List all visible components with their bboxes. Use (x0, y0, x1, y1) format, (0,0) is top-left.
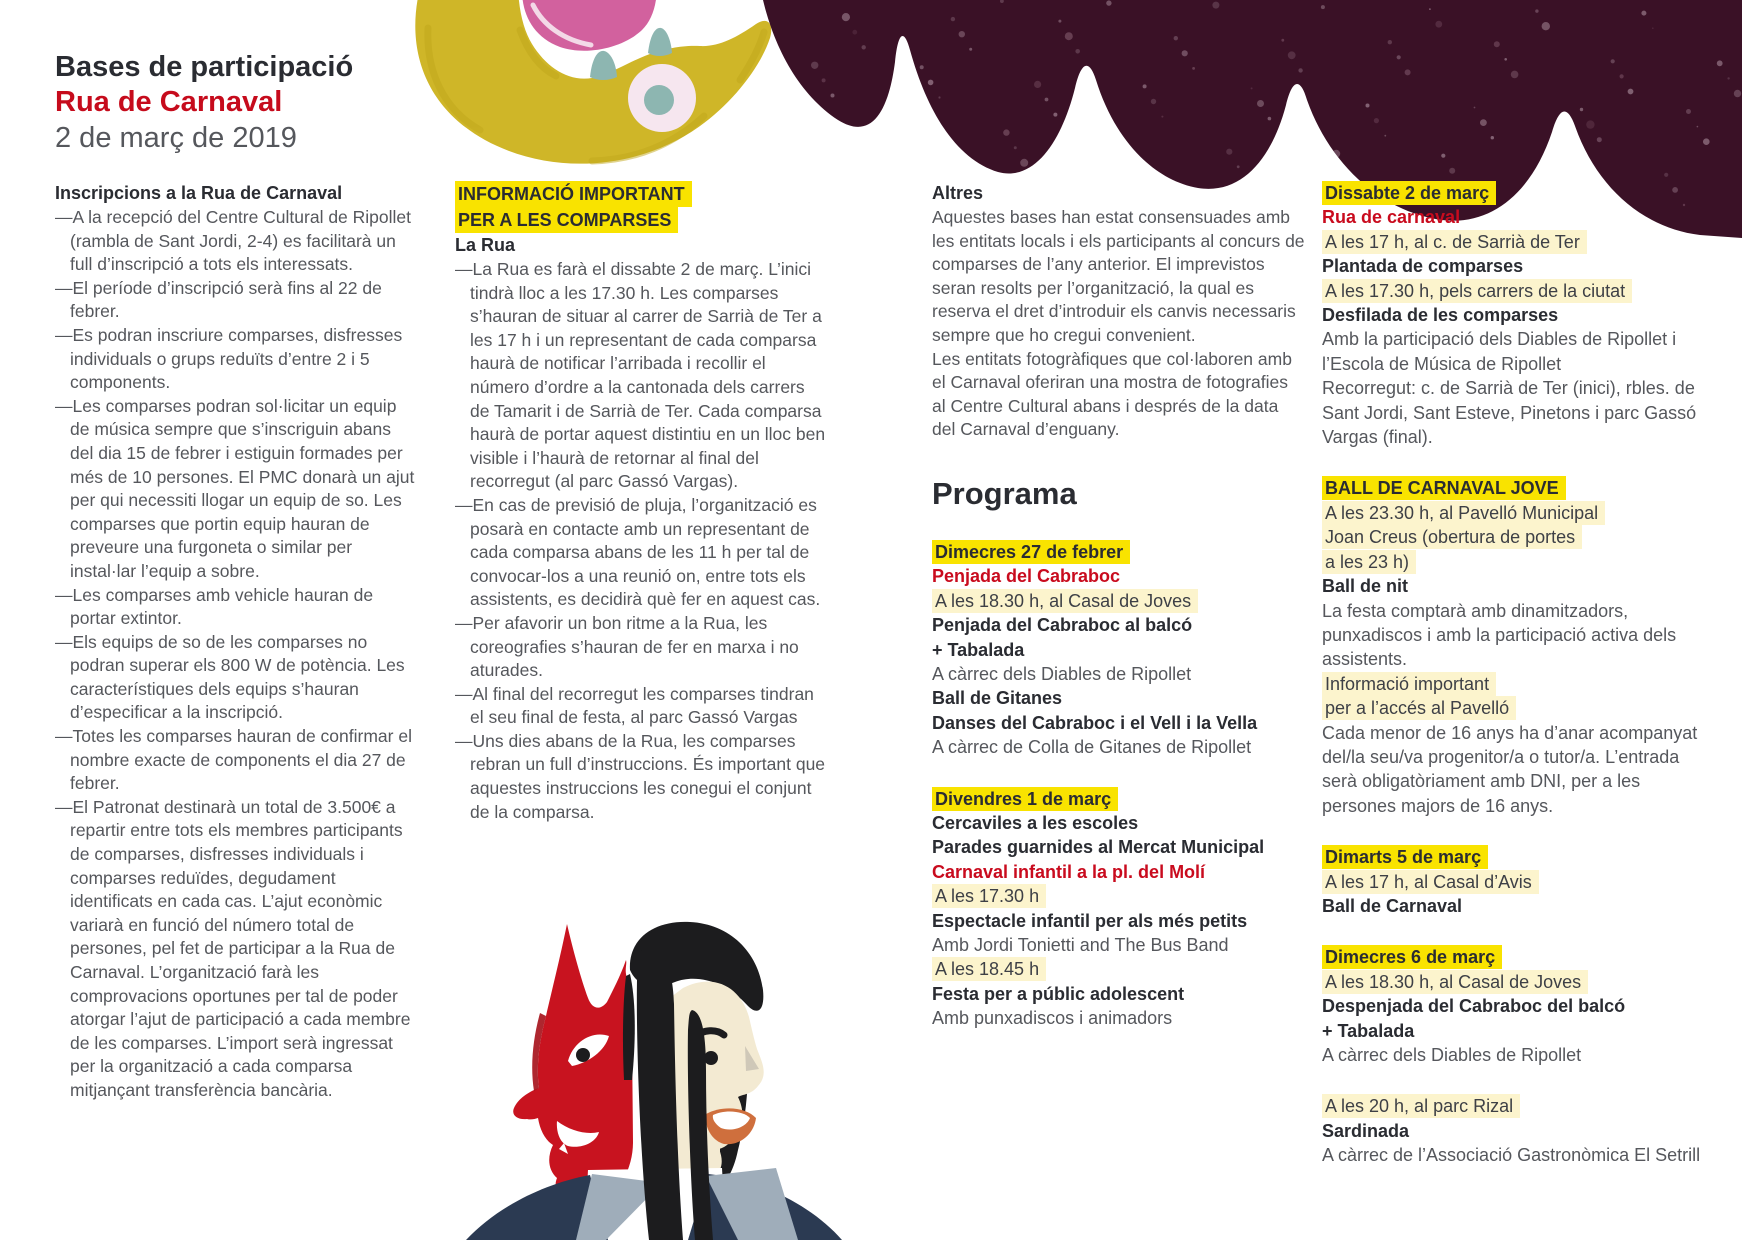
event-line-text: Cercaviles a les escoles (932, 813, 1139, 833)
event-line-text: Ball de Gitanes (932, 688, 1063, 709)
event-line-text: A les 18.30 h, al Casal de Joves (1322, 970, 1588, 994)
event-line (1322, 970, 1716, 994)
event-line (932, 811, 1306, 835)
event-line (1322, 1094, 1716, 1118)
event-line (1322, 279, 1716, 303)
event-line (1322, 845, 1716, 869)
event-line-text: + Tabalada (1322, 1020, 1415, 1041)
event-line-text: Ball de Carnaval (1322, 895, 1463, 916)
event-line-text: Dimarts 5 de març (1322, 845, 1488, 869)
event-line-text: Dissabte 2 de març (1322, 181, 1496, 205)
inscription-rule-item: —A la recepció del Centre Cultural de Ripollet (rambla de Sant Jordi, 2-4) es facilitarà un full d’inscripció a tots els interessats. (55, 207, 412, 275)
event-line (1322, 303, 1716, 327)
programa-events-second (1322, 181, 1716, 1168)
event-line (1322, 721, 1716, 819)
highlight-heading-row (455, 181, 827, 207)
event-line (1322, 672, 1716, 696)
devil-mask-person-illustration (440, 918, 850, 1240)
event-line (1322, 599, 1716, 672)
altres-paragraph: Les entitats fotogràfiques que col·laboren amb el Carnaval oferiran una mostra de fotografies al Centre Cultural abans i després de la data del Carnaval d’enguany. (932, 348, 1292, 440)
event-line-text: BALL DE CARNAVAL JOVE (1322, 476, 1566, 500)
la-rua-rule-item: —Al final del recorregut les comparses tindran el seu final de festa, al parc Gassó Vargas (455, 683, 814, 728)
column-program-days (1322, 181, 1716, 1195)
event-line (1322, 945, 1716, 969)
event-line (932, 662, 1306, 686)
event-line-text: Penjada del Cabraboc al balcó (932, 615, 1193, 636)
event-line-text: Espectacle infantil per als més petits (932, 910, 1248, 931)
la-rua-rule-item: —En cas de previsió de pluja, l’organització es posarà en contacte amb un representant de cada comparsa abans de les 11 h per tal de convocar-los a una reunió on, entre tots els assistents, es decidirà què fer en aquest cas. (455, 494, 821, 610)
event-line (1322, 1143, 1716, 1167)
inscription-rule-item: —Els equips de so de les comparses no podran superar els 800 W de potència. Les característiques dels equips s’hauran d’especificar a la inscripció. (55, 631, 405, 723)
event-line (932, 540, 1306, 564)
event-line (932, 933, 1306, 957)
event-line (932, 787, 1306, 811)
program-event (932, 540, 1306, 760)
inscription-rule-item: —Totes les comparses hauran de confirmar el nombre exacte de components el dia 27 de febrer. (55, 726, 412, 794)
altres-paragraphs (932, 206, 1306, 442)
event-line-text: A les 20 h, al parc Rizal (1322, 1094, 1520, 1118)
event-line (1322, 870, 1716, 894)
event-line-text: Desfilada de les comparses (1322, 305, 1559, 326)
event-line-text: Despenjada del Cabraboc del balcó (1322, 996, 1626, 1017)
program-event (1322, 476, 1716, 818)
event-line (932, 564, 1306, 588)
inscriptions-rule-list (55, 206, 417, 1103)
la-rua-subheading: La Rua (455, 235, 516, 255)
event-line (932, 638, 1306, 662)
altres-paragraph: Aquestes bases han estat consensuades amb les entitats locals i els participants al concurs de comparses de l’any anterior. El imprevistos seran resolts per l’organització, la qual es reserva el dret d’introduir els canvis necessaris sempre que ho cregui convenient. (932, 207, 1305, 345)
event-line (1322, 894, 1716, 918)
event-line-text: A càrrec de Colla de Gitanes de Ripollet (932, 737, 1252, 758)
event-line (932, 957, 1306, 981)
event-line-text: A les 17.30 h, pels carrers de la ciutat (1322, 279, 1632, 303)
event-line-text: Parades guarnides al Mercat Municipal (932, 837, 1265, 858)
event-line (932, 909, 1306, 933)
event-line-text: Dimecres 6 de març (1322, 945, 1502, 969)
event-line (932, 686, 1306, 710)
event-line-text: A les 17 h, al Casal d’Avis (1322, 870, 1539, 894)
event-line-text: Cada menor de 16 anys ha d’anar acompanyat del/la seu/va progenitor/a o tutor/a. L’entrada serà obligatòriament amb DNI, per a les persones majors de 16 anys. (1322, 722, 1698, 816)
program-event (932, 787, 1306, 1031)
event-line (932, 884, 1306, 908)
event-line-text: A càrrec dels Diables de Ripollet (932, 663, 1192, 684)
event-line-text: per a l’accés al Pavelló (1322, 696, 1516, 720)
event-line (932, 1006, 1306, 1030)
event-line-text: Informació important (1322, 672, 1496, 696)
inscription-rule-item: —Les comparses amb vehicle hauran de portar extintor. (55, 584, 374, 629)
program-event (1322, 845, 1716, 918)
event-line-text: Carnaval infantil a la pl. del Molí (932, 861, 1206, 882)
event-line (1322, 327, 1716, 376)
event-line (1322, 205, 1716, 229)
event-line (932, 982, 1306, 1006)
inscriptions-heading: Inscripcions a la Rua de Carnaval (55, 183, 343, 203)
highlight-heading-row (455, 207, 827, 233)
event-line-text: A les 17.30 h (932, 884, 1046, 908)
event-line (1322, 550, 1716, 574)
program-event (1322, 1094, 1716, 1167)
event-line (1322, 181, 1716, 205)
event-line-text: A les 17 h, al c. de Sarrià de Ter (1322, 230, 1587, 254)
event-line-text: Dimecres 27 de febrer (932, 540, 1130, 564)
event-line-text: Plantada de comparses (1322, 256, 1524, 277)
event-line (1322, 1043, 1716, 1067)
event-line (1322, 254, 1716, 278)
inscription-rule-item: —El període d’inscripció serà fins al 22 de febrer. (55, 277, 382, 322)
event-line (1322, 696, 1716, 720)
inscription-rule-item: —Es podran inscriure comparses, disfresses individuals o grups reduïts d’entre 2 i 5 components. (55, 324, 403, 393)
programa-events-first (932, 540, 1306, 1031)
la-rua-rule-item: —La Rua es farà el dissabte 2 de març. L’inici tindrà lloc a les 17.30 h. Les comparses s’hauran de situar al carrer de Sarrià de Ter a les 17 h i un representant de cada comparsa haurà de notificar l’arribada i recollir el número d’ordre a la cantonada dels carrers de Tamarit i de Sarrià de Ter. Cada comparsa haurà de portar aquest distintiu en un lloc ben visible i l’haurà de retornar al final del recorregut (al parc Gassó Vargas). (455, 259, 826, 492)
la-rua-rule-item: —Uns dies abans de la Rua, les comparses rebran un full d’instruccions. És important que aquestes instruccions les conegui el conjunt de la comparsa. (455, 730, 826, 822)
crescent-monster-illustration (370, 0, 790, 170)
event-line-text: A càrrec dels Diables de Ripollet (1322, 1045, 1582, 1065)
event-line (932, 735, 1306, 759)
event-line-text: Danses del Cabraboc i el Vell i la Vella (932, 712, 1258, 733)
event-line-text: Penjada del Cabraboc (932, 566, 1121, 587)
event-line (932, 860, 1306, 884)
event-line-text: Sardinada (1322, 1120, 1410, 1141)
column-inscriptions (55, 181, 417, 1103)
column-altres-programa (932, 181, 1306, 1058)
event-line (1322, 574, 1716, 598)
event-line-text: Rua de carnaval (1322, 207, 1461, 228)
event-line-text: Festa per a públic adolescent (932, 983, 1185, 1004)
event-line (1322, 525, 1716, 549)
program-event (1322, 181, 1716, 449)
event-line (1322, 1119, 1716, 1143)
event-line-text: La festa comptarà amb dinamitzadors, punxadiscos i amb la participació activa dels assistents. (1322, 600, 1677, 670)
event-line (1322, 1019, 1716, 1043)
page-title-line2: Rua de Carnaval (55, 86, 283, 118)
event-line (1322, 230, 1716, 254)
program-event (1322, 945, 1716, 1067)
la-rua-rule-item: —Per afavorir un bon ritme a la Rua, les coreografies s’hauran de fer en marxa i no aturades. (455, 612, 799, 681)
column-important-info (455, 181, 827, 824)
altres-heading: Altres (932, 183, 984, 203)
event-line (1322, 376, 1716, 449)
event-line-text: Recorregut: c. de Sarrià de Ter (inici), rbles. de Sant Jordi, Sant Esteve, Pinetons i parc Gassó Vargas (final). (1322, 378, 1697, 448)
event-line-text: Joan Creus (obertura de portes (1322, 525, 1582, 549)
event-line-text: A les 18.30 h, al Casal de Joves (932, 589, 1198, 613)
event-line-text: Amb punxadiscos i animadors (932, 1008, 1173, 1029)
event-line (932, 711, 1306, 735)
important-info-highlight-heading (455, 181, 827, 233)
event-line-text: A les 23.30 h, al Pavelló Municipal (1322, 501, 1605, 525)
document-header (55, 50, 353, 157)
event-line (1322, 994, 1716, 1018)
event-line-text: Divendres 1 de març (932, 787, 1118, 811)
event-line-text: Amb la participació dels Diables de Ripollet i l’Escola de Música de Ripollet (1322, 329, 1677, 374)
inscription-rule-item: —El Patronat destinarà un total de 3.500€ a repartir entre tots els membres participants de comparses, disfresses individuals i comparses reduïdes, degudament identificats en cada cas. L’ajut econòmic variarà en funció del número total de persones, pel fet de participar a la Rua de Carnaval. L’organització farà les comprovacions oportunes per tal de poder atorgar l’ajut de participació a cada membre de les comparses. L’import serà ingressat per la organització a cada comparsa mitjançant transferència bancària. (55, 796, 411, 1100)
event-line-text: Amb Jordi Tonietti and The Bus Band (932, 935, 1229, 956)
event-line-text: + Tabalada (932, 639, 1025, 660)
event-line (932, 835, 1306, 859)
la-rua-rule-list (455, 258, 827, 824)
event-line-text: Ball de nit (1322, 576, 1409, 597)
event-line-text: a les 23 h) (1322, 550, 1416, 574)
event-line (932, 589, 1306, 613)
inscription-rule-item: —Les comparses podran sol·licitar un equip de música sempre que s’inscriguin abans del dia 15 de febrer i estiguin formades per més de 10 persones. El PMC donarà un ajut per qui necessiti llogar un equip de so. Les comparses que portin equip hauran de preveure una furgoneta o similar per instal·lar l’equip a sobre. (55, 395, 415, 581)
event-line (932, 613, 1306, 637)
event-line (1322, 476, 1716, 500)
page-title-date: 2 de març de 2019 (55, 122, 297, 154)
event-line (1322, 501, 1716, 525)
programa-title: Programa (932, 475, 1077, 511)
event-line-text: A càrrec de l’Associació Gastronòmica El Setrill (1322, 1145, 1701, 1166)
highlight-heading-text: PER A LES COMPARSES (455, 207, 678, 233)
highlight-heading-text: INFORMACIÓ IMPORTANT (455, 181, 692, 207)
event-line-text: A les 18.45 h (932, 957, 1046, 981)
page-title-line1: Bases de participació (55, 51, 354, 83)
